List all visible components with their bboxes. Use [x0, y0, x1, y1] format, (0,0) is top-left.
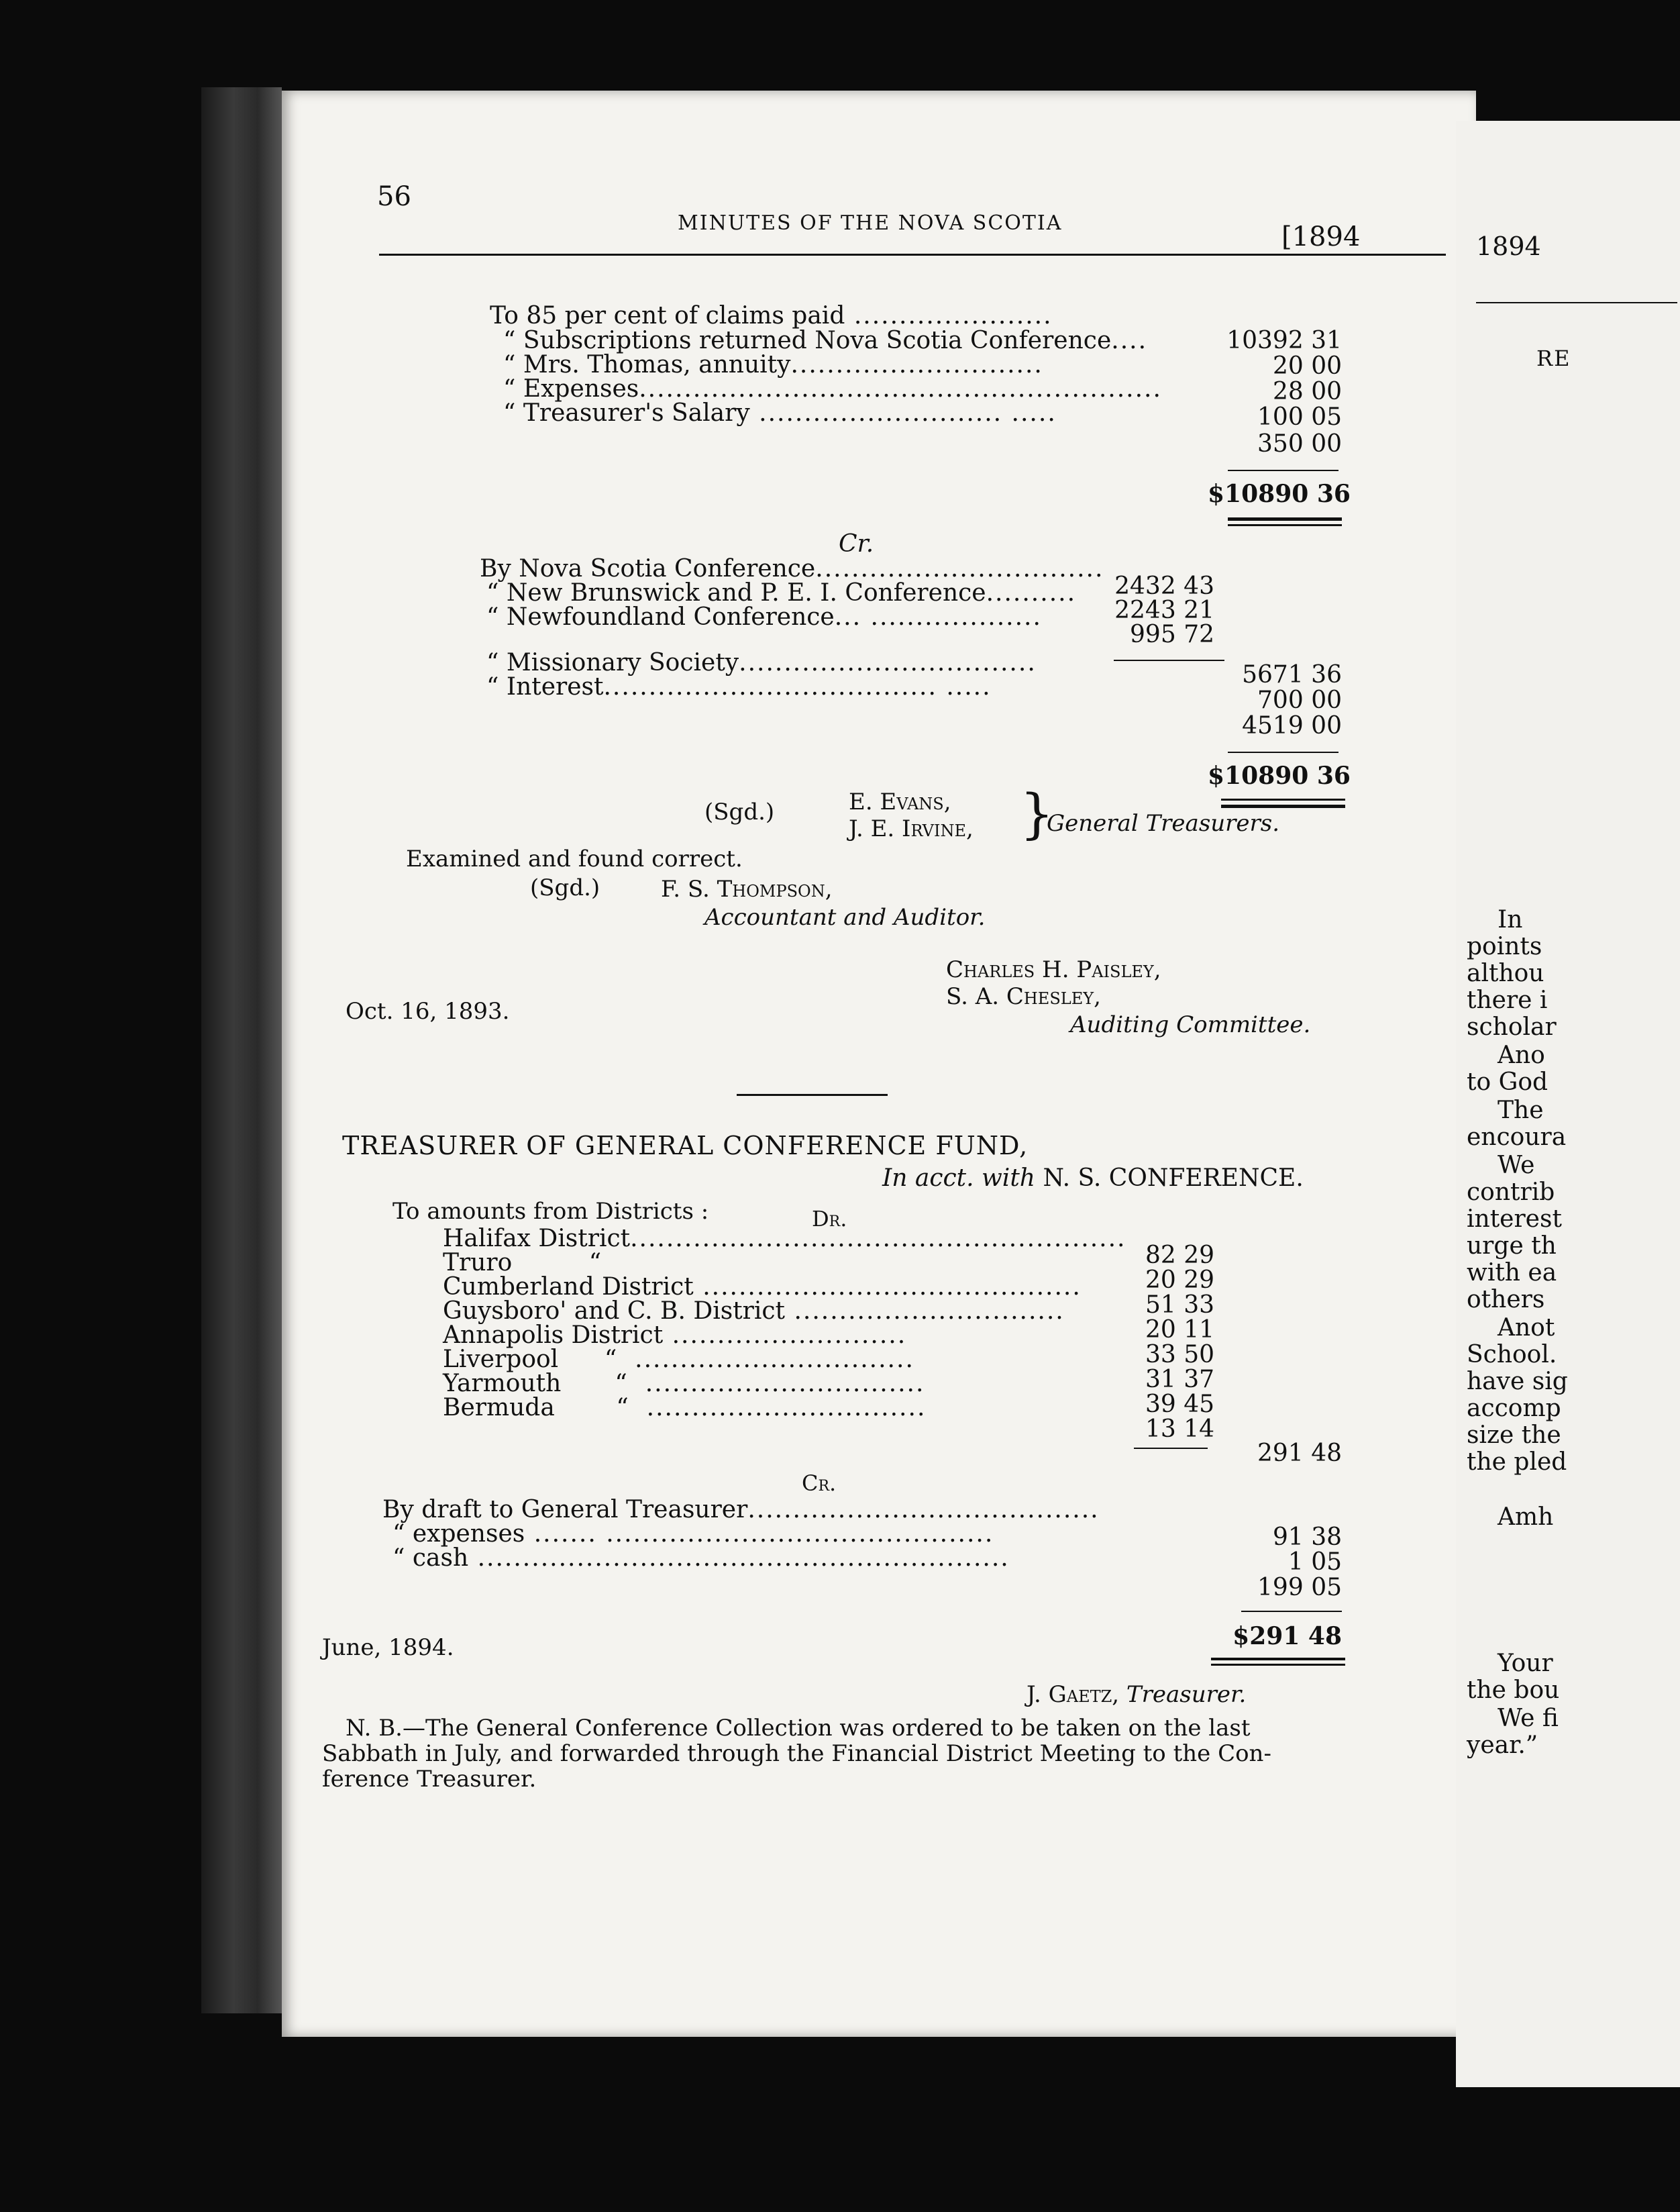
district-line: Cumberland District ..........................................	[443, 1273, 1082, 1301]
final-signature: J. Gaetz, Treasurer.	[1027, 1681, 1247, 1708]
district-line: Guysboro' and C. B. District ..............................	[443, 1297, 1065, 1325]
district-line: Bermuda “ ...............................	[443, 1394, 927, 1421]
right-line: scholar	[1467, 1013, 1557, 1041]
total-rule	[1211, 1658, 1345, 1660]
note-line: Sabbath in July, and forwarded through the Financial District Meeting to the Con-	[322, 1740, 1271, 1767]
district-amount: 39 45	[1145, 1391, 1214, 1418]
right-line: Amh	[1498, 1503, 1554, 1531]
debit-line: “ Treasurer's Salary ........................... .....	[503, 399, 1057, 427]
sum-rule	[1228, 470, 1338, 471]
sub-rule	[1134, 1448, 1208, 1449]
date-1: Oct. 16, 1893.	[346, 998, 510, 1025]
cr-line: “ cash ...........................................................	[392, 1544, 1010, 1572]
cr-line: By draft to General Treasurer.......................................	[382, 1496, 1100, 1523]
section-divider	[737, 1094, 888, 1096]
right-line: We fi	[1498, 1705, 1559, 1732]
committee-title: Auditing Committee.	[1070, 1011, 1311, 1038]
district-amount: 82 29	[1145, 1242, 1214, 1269]
right-line: the bou	[1467, 1676, 1560, 1704]
right-line: the pled	[1467, 1448, 1567, 1476]
right-line: others	[1467, 1286, 1545, 1313]
debit-amount: 350 00	[1257, 430, 1342, 458]
credit-total: $10890 36	[1208, 762, 1351, 790]
cr-heading: Cr.	[802, 1470, 837, 1496]
cr-amount: 199 05	[1257, 1574, 1342, 1601]
right-line: Anot	[1498, 1314, 1555, 1342]
auditor-name: F. S. Thompson,	[661, 876, 833, 903]
cr-line: “ expenses ....... ...........................................	[392, 1520, 994, 1548]
right-line: althou	[1467, 960, 1544, 987]
district-line: Truro “	[443, 1249, 602, 1276]
cr-amount: 91 38	[1272, 1523, 1342, 1551]
district-total: 291 48	[1257, 1440, 1342, 1467]
left-page	[282, 91, 1476, 2037]
district-amount: 20 11	[1145, 1316, 1214, 1344]
credit-amount: 700 00	[1257, 687, 1342, 714]
debit-amount: 20 00	[1272, 352, 1342, 380]
right-line: In	[1498, 906, 1523, 934]
credit-amount: 5671 36	[1242, 661, 1342, 689]
debit-amount: 10392 31	[1226, 327, 1342, 354]
right-line: points	[1467, 933, 1542, 960]
district-amount: 51 33	[1145, 1291, 1214, 1319]
right-line: urge th	[1467, 1232, 1557, 1260]
total-rule	[1228, 517, 1342, 521]
right-line: size the	[1467, 1421, 1561, 1449]
section-subtitle: In acct. with N. S. CONFERENCE.	[882, 1164, 1304, 1192]
district-amount: 20 29	[1145, 1266, 1214, 1294]
debit-line: “ Mrs. Thomas, annuity............................	[503, 351, 1043, 379]
total-rule	[1221, 805, 1345, 808]
right-line: We	[1498, 1152, 1535, 1179]
district-line: Liverpool “ ...............................	[443, 1346, 914, 1373]
district-amount: 33 50	[1145, 1341, 1214, 1368]
note-line: ference Treasurer.	[322, 1766, 537, 1793]
note-line: N. B.—The General Conference Collection was ordered to be taken on the last	[346, 1715, 1251, 1742]
committee-member: Charles H. Paisley,	[946, 956, 1161, 983]
district-amount: 13 14	[1145, 1415, 1214, 1443]
signed-mark: (Sgd.)	[704, 799, 775, 825]
credit-heading: Cr.	[839, 530, 874, 558]
right-line: Your	[1498, 1650, 1553, 1677]
right-line: encoura	[1467, 1123, 1567, 1151]
dr-heading: Dr.	[812, 1206, 847, 1231]
debit-line: “ Subscriptions returned Nova Scotia Conference....	[503, 327, 1148, 354]
examined-text: Examined and found correct.	[406, 846, 743, 872]
date-2: June, 1894.	[322, 1634, 454, 1661]
district-amount: 31 37	[1145, 1366, 1214, 1393]
district-line: Halifax District.......................................................	[443, 1225, 1126, 1252]
header-rule	[379, 254, 1446, 256]
running-head: MINUTES OF THE NOVA SCOTIA	[678, 211, 1063, 235]
credit-sub-amount: 2432 43	[1114, 572, 1214, 600]
treasurer-name: J. E. Irvine,	[849, 815, 974, 842]
year-mark: [1894	[1281, 221, 1361, 252]
credit-line: “ Interest..................................... .....	[486, 673, 992, 701]
debit-line: To 85 per cent of claims paid ......................	[490, 302, 1053, 330]
right-line: have sig	[1467, 1368, 1568, 1395]
section-title: TREASURER OF GENERAL CONFERENCE FUND,	[342, 1131, 1029, 1160]
right-line: accomp	[1467, 1395, 1561, 1422]
right-line: School.	[1467, 1341, 1557, 1368]
brace: }	[1020, 783, 1054, 845]
right-header-rule	[1476, 302, 1677, 303]
auditor-title: Accountant and Auditor.	[704, 904, 986, 931]
right-page	[1456, 121, 1680, 2087]
right-line: The	[1498, 1097, 1544, 1124]
total-rule	[1221, 799, 1345, 801]
right-line: interest	[1467, 1205, 1562, 1233]
districts-intro: To amounts from Districts :	[392, 1198, 709, 1225]
right-line: there i	[1467, 987, 1548, 1014]
book-spine	[201, 87, 282, 2013]
credit-line: “ New Brunswick and P. E. I. Conference..........	[486, 579, 1077, 607]
page-number: 56	[377, 181, 411, 212]
right-line: year.”	[1467, 1731, 1538, 1759]
right-line: to God	[1467, 1068, 1548, 1096]
debit-line: “ Expenses..........................................................	[503, 375, 1162, 403]
right-line: Ano	[1498, 1042, 1545, 1069]
credit-sub-amount: 995 72	[1130, 621, 1214, 648]
district-line: Annapolis District ..........................	[443, 1321, 907, 1349]
district-line: Yarmouth “ ...............................	[443, 1370, 925, 1397]
treasurers-title: General Treasurers.	[1047, 810, 1280, 837]
debit-amount: 28 00	[1272, 378, 1342, 405]
sum-rule	[1241, 1611, 1342, 1612]
credit-sub-amount: 2243 21	[1114, 597, 1214, 624]
cr-total: $291 48	[1232, 1622, 1342, 1650]
credit-amount: 4519 00	[1242, 712, 1342, 740]
credit-line: “ Newfoundland Conference... ...................	[486, 603, 1042, 631]
right-line: contrib	[1467, 1178, 1555, 1206]
sum-rule	[1228, 752, 1338, 753]
committee-member: S. A. Chesley,	[946, 983, 1101, 1010]
credit-line: “ Missionary Society.................................	[486, 649, 1037, 676]
total-rule	[1228, 524, 1342, 526]
debit-amount: 100 05	[1257, 403, 1342, 431]
right-page-year: 1894	[1476, 232, 1541, 261]
treasurer-name: E. Evans,	[849, 789, 951, 815]
debit-total: $10890 36	[1208, 480, 1351, 508]
signed-mark-2: (Sgd.)	[530, 874, 600, 901]
cr-amount: 1 05	[1288, 1548, 1342, 1576]
right-line: with ea	[1467, 1259, 1557, 1287]
total-rule	[1211, 1664, 1345, 1666]
right-head-fragment: RE	[1536, 346, 1571, 371]
credit-line: By Nova Scotia Conference................................	[480, 555, 1104, 583]
